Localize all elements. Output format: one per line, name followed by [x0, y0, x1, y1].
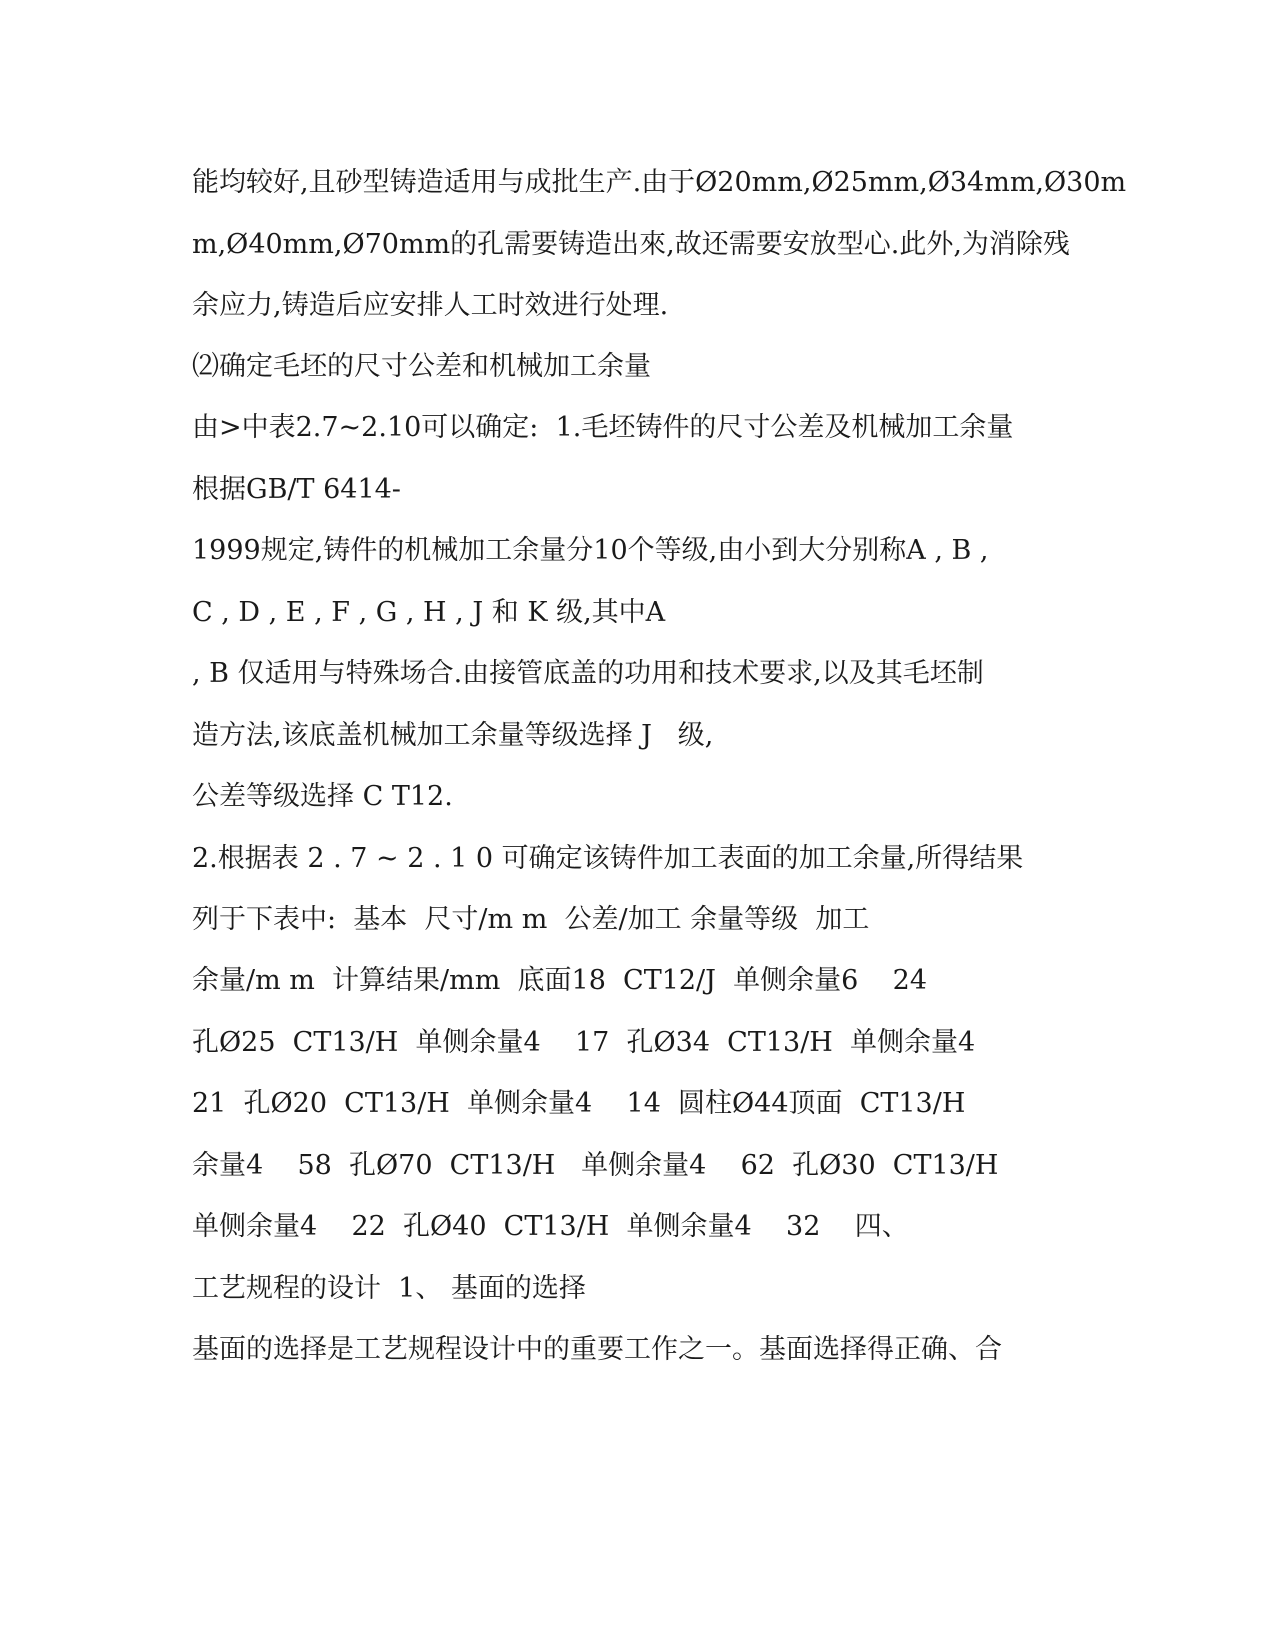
text-line: 公差等级选择 C T12. — [192, 781, 453, 812]
text-line: 余应力,铸造后应安排人工时效进行处理. — [192, 290, 669, 321]
text-line: 基面的选择是工艺规程设计中的重要工作之一。基面选择得正确、合 — [192, 1334, 1002, 1365]
section-heading: 工艺规程的设计 1、 基面的选择 — [192, 1273, 586, 1304]
text-line: 1999规定,铸件的机械加工余量分10个等级,由小到大分别称A , B , — [192, 535, 989, 566]
text-line: , B 仅适用与特殊场合.由接管底盖的功用和技术要求,以及其毛坯制 — [192, 658, 984, 689]
text-line: 造方法,该底盖机械加工余量等级选择 J 级, — [192, 720, 714, 751]
text-line: 单侧余量4 22 孔Ø40 CT13/H 单侧余量4 32 四、 — [192, 1211, 909, 1242]
text-line: 余量4 58 孔Ø70 CT13/H 单侧余量4 62 孔Ø30 CT13/H — [192, 1150, 999, 1181]
text-line: 列于下表中: 基本 尺寸/m m 公差/加工 余量等级 加工 — [192, 904, 870, 935]
text-line: 21 孔Ø20 CT13/H 单侧余量4 14 圆柱Ø44顶面 CT13/H — [192, 1088, 966, 1119]
text-line: 能均较好,且砂型铸造适用与成批生产.由于Ø20mm,Ø25mm,Ø34mm,Ø30m — [192, 167, 1127, 198]
text-line: 2.根据表 2 . 7 ~ 2 . 1 0 可确定该铸件加工表面的加工余量,所得结果 — [192, 843, 1024, 874]
text-line: m,Ø40mm,Ø70mm的孔需要铸造出來,故还需要安放型心.此外,为消除残 — [192, 229, 1070, 260]
text-line: C , D , E , F , G , H , J 和 K 级,其中A — [192, 597, 666, 628]
section-heading: ⑵确定毛坯的尺寸公差和机械加工余量 — [192, 351, 651, 382]
text-line: 由>中表2.7~2.10可以确定: 1.毛坯铸件的尺寸公差及机械加工余量 — [192, 412, 1014, 443]
text-line: 根据GB/T 6414- — [192, 474, 401, 505]
text-line: 孔Ø25 CT13/H 单侧余量4 17 孔Ø34 CT13/H 单侧余量4 — [192, 1027, 976, 1058]
text-line: 余量/m m 计算结果/mm 底面18 CT12/J 单侧余量6 24 — [192, 965, 928, 996]
